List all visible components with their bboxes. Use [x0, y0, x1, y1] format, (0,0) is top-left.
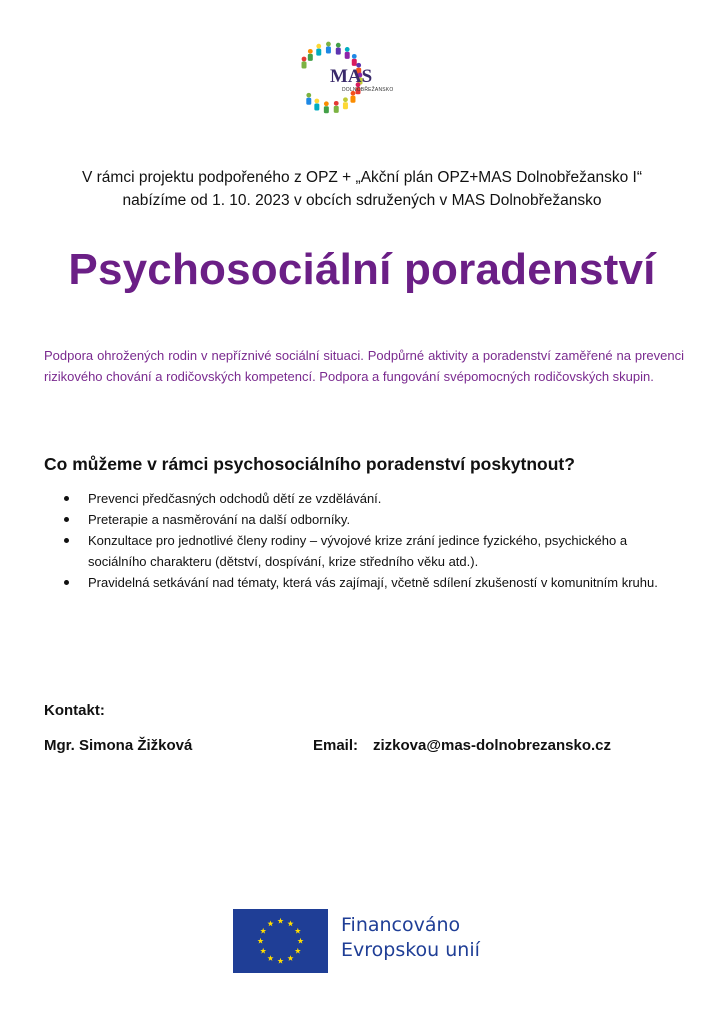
star-icon: [295, 948, 301, 954]
star-icon: [267, 920, 273, 926]
email-link[interactable]: zizkova@mas-dolnobrezansko.cz: [373, 737, 612, 754]
list-item: [62, 509, 672, 530]
star-icon: [260, 928, 266, 934]
star-icon: [267, 955, 273, 961]
description-paragraph: Podpora ohrožených rodin v nepříznivé sociální situaci. Podpůrné aktivity a poradenství zaměřené na prevenci rizikového chování a rodičovských kompetencí. Podpora a fungování svépomocných rodičovských skupin.: [44, 348, 684, 384]
bullet-icon: [64, 538, 69, 543]
list-item: [62, 572, 672, 593]
person-figure-icon: [336, 43, 341, 55]
star-icon: [297, 938, 303, 944]
section-heading: Co můžeme v rámci psychosociálního poradenství poskytnout?: [44, 454, 575, 474]
person-figure-icon: [352, 54, 357, 66]
list-item-text: Konzultace pro jednotlivé členy rodiny – vývojové krize zrání jedince fyzického, psychického a sociálního charakteru (dětství, dospívání, krize středního věku atd.).: [88, 533, 628, 569]
person-figure-icon: [306, 93, 311, 105]
star-icon: [287, 920, 293, 926]
star-icon: [260, 948, 266, 954]
contact-heading: Kontakt:: [44, 702, 105, 719]
person-figure-icon: [302, 57, 307, 69]
intro-text: [40, 166, 684, 212]
contact-name: Mgr. Simona Žižková: [44, 737, 193, 754]
eu-line-2: Evropskou unií: [341, 939, 480, 961]
logo-subtitle: DOLNOBŘEŽANSKO: [342, 87, 394, 93]
mas-logo: [296, 40, 396, 118]
person-figure-icon: [343, 97, 348, 109]
person-figure-icon: [314, 99, 319, 111]
page-title: Psychosociální poradenství: [68, 245, 656, 294]
intro-line-2: nabízíme od 1. 10. 2023 v obcích sdružených v MAS Dolnobřežansko: [122, 192, 602, 209]
eu-flag-icon: [233, 909, 328, 973]
star-icon: [277, 958, 283, 964]
intro-line-1: V rámci projektu podpořeného z OPZ + „Akční plán OPZ+MAS Dolnobřežansko I“: [82, 169, 642, 186]
list-item-text: Preterapie a nasměrování na další odborníky.: [88, 512, 351, 527]
list-item-text: Prevenci předčasných odchodů dětí ze vzdělávání.: [88, 491, 382, 506]
list-item-text: Pravidelná setkávání nad tématy, která vás zajímají, včetně sdílení zkušeností v komunitním kruhu.: [88, 575, 658, 590]
bullet-icon: [64, 517, 69, 522]
star-icon: [287, 955, 293, 961]
person-figure-icon: [326, 42, 331, 54]
list-item: [62, 530, 672, 572]
eu-stars-icon: [233, 909, 328, 973]
person-figure-icon: [316, 44, 321, 56]
star-icon: [277, 918, 283, 924]
person-figure-icon: [308, 49, 313, 61]
person-figure-icon: [334, 101, 339, 113]
eu-line-1: Financováno: [341, 914, 461, 936]
bullet-icon: [64, 580, 69, 585]
email-label: Email:: [313, 737, 359, 754]
eu-funding-text: [341, 913, 480, 963]
bullet-icon: [64, 496, 69, 501]
logo-text: MAS: [330, 66, 373, 87]
list-item: [62, 488, 672, 509]
star-icon: [295, 928, 301, 934]
services-list: [62, 488, 672, 593]
person-figure-icon: [345, 47, 350, 59]
star-icon: [257, 938, 263, 944]
person-figure-icon: [324, 101, 329, 113]
